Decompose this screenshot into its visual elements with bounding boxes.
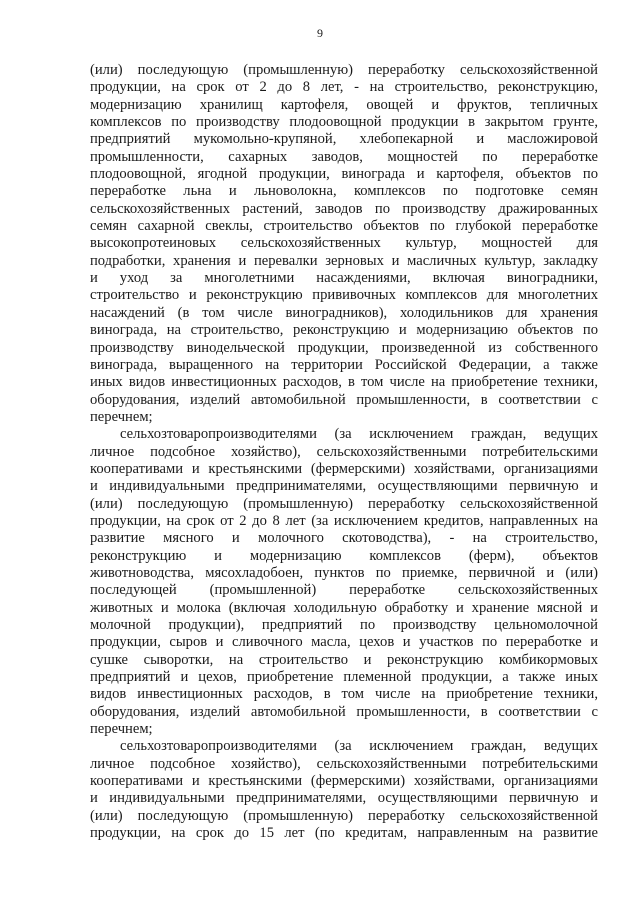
text-line: плодоовощной, ягодной продукции, винограда и картофеля, объектов по [90,166,598,183]
text-line: и индивидуальными предпринимателями, осуществляющими первичную и [90,790,598,807]
text-line: оборудования, изделий автомобильной промышленности, в соответствии с [90,391,598,408]
text-line: животноводства, мясохладобоен, пунктов по приемке, первичной и (или) [90,564,598,581]
text-line: кооперативами и крестьянскими (фермерскими) хозяйствами, организациями [90,773,598,790]
text-line: видов инвестиционных расходов, в том числе на приобретение техники, [90,686,598,703]
text-line: строительство и реконструкцию прививочных комплексов для многолетних [90,287,598,304]
text-line: (или) последующую (промышленную) переработку сельскохозяйственной [90,62,598,78]
text-line: комплексов по производству плодоовощной продукции в закрытом грунте, [90,114,598,131]
text-line: перечнем; [90,721,153,738]
text-line: молочной продукции), предприятий по производству цельномолочной [90,617,598,633]
text-line: винограда, выращенного на территории Российской Федерации, а также [90,356,598,373]
text-line: сушке сыворотки, на строительство и реконструкцию комбикормовых [90,651,598,668]
text-line: насаждений (в том числе виноградников), холодильников для хранения [90,304,598,321]
text-line: сельхозтоваропроизводителями (за исключением граждан, ведущих [120,426,598,443]
text-line: сельхозтоваропроизводителями (за исключением граждан, ведущих [120,738,598,755]
text-line: и индивидуальными предпринимателями, осуществляющими первичную и [90,478,598,495]
text-line: кооперативами и крестьянскими (фермерскими) хозяйствами, организациями [90,460,598,477]
text-line: подработки, хранения и перевалки зерновых и масличных культур, закладку [90,252,598,269]
page-number: 9 [317,26,323,40]
text-line: реконструкцию и модернизацию комплексов (ферм), объектов [90,547,598,564]
text-line: сельскохозяйственных растений, заводов по производству дражированных [90,200,598,217]
text-line: продукции, на срок до 15 лет (по кредитам, направленным на развитие [90,825,598,842]
text-line: винограда, на строительство, реконструкцию и модернизацию объектов по [90,322,598,339]
text-line: последующей (промышленной) переработке сельскохозяйственных [90,582,598,599]
text-line: животных и молока (включая холодильную обработку и хранение мясной и [90,599,598,616]
text-line: промышленности, сахарных заводов, мощностей по переработке [90,148,598,165]
text-line: перечнем; [90,408,153,425]
text-line: иных видов инвестиционных расходов, в том числе на приобретение техники, [90,374,598,391]
text-line: переработке льна и льноволокна, комплексов по подготовке семян [90,183,598,200]
text-line: личное подсобное хозяйство), сельскохозяйственными потребительскими [90,755,598,772]
text-line: модернизацию хранилищ картофеля, овощей и фруктов, тепличных [90,96,598,113]
text-line: высокопротеиновых сельскохозяйственных культур, мощностей для [90,235,598,252]
text-line: развитие мясного и молочного скотоводства), - на строительство, [90,530,598,547]
text-line: (или) последующую (промышленную) переработку сельскохозяйственной [90,495,598,512]
body-text [90,62,598,842]
text-line: продукции, сыров и сливочного масла, цехов и участков по переработке и [90,634,598,651]
text-line: предприятий мукомольно-крупяной, хлебопекарной и масложировой [90,131,598,148]
text-line: продукции, на срок от 2 до 8 лет, - на строительство, реконструкцию, [90,79,598,96]
text-line: и уход за многолетними насаждениями, включая виноградники, [90,270,598,287]
text-line: оборудования, изделий автомобильной промышленности, в соответствии с [90,703,598,720]
text-line: продукции, на срок от 2 до 8 лет (за исключением кредитов, направленных на [90,512,598,529]
text-line: личное подсобное хозяйство), сельскохозяйственными потребительскими [90,443,598,460]
text-line: предприятий и цехов, приобретение племенной продукции, а также иных [90,669,598,686]
text-line: (или) последующую (промышленную) переработку сельскохозяйственной [90,807,598,824]
text-line: семян сахарной свеклы, строительство объектов по глубокой переработке [90,218,598,235]
text-line: производству винодельческой продукции, произведенной из собственного [90,339,598,356]
